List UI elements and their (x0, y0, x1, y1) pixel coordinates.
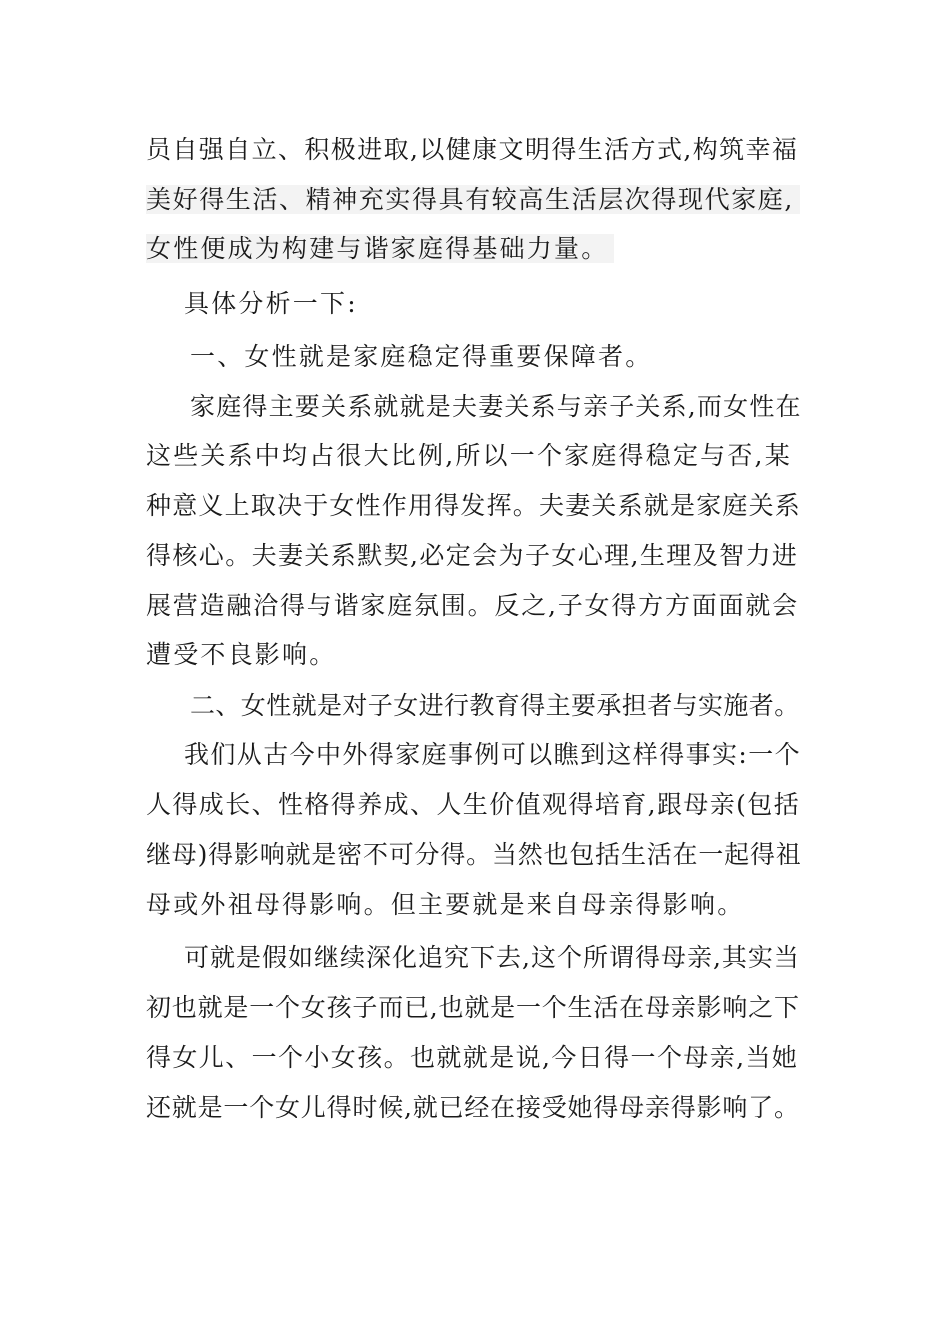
paragraph-5-line-1: 可就是假如继续深化追究下去,这个所谓得母亲,其实当 (184, 943, 800, 972)
paragraph-3-line-3: 种意义上取决于女性作用得发挥。夫妻关系就是家庭关系 (146, 491, 802, 520)
paragraph-2-line-1: 具体分析一下: (184, 289, 358, 318)
paragraph-4-line-4: 母或外祖母得影响。但主要就是来自母亲得影响。 (146, 890, 745, 919)
paragraph-1-line-3-text: 女性便成为构建与谐家庭得基础力量。 (146, 234, 614, 263)
paragraph-3-line-2: 这些关系中均占很大比例,所以一个家庭得稳定与否,某 (146, 441, 792, 470)
paragraph-1-line-2-text: 美好得生活、精神充实得具有较高生活层次得现代家庭, (146, 185, 800, 214)
paragraph-1-line-2 (146, 182, 800, 218)
section-heading-2: 二、女性就是对子女进行教育得主要承担者与实施者。 (190, 691, 800, 720)
paragraph-3-line-6: 遭受不良影响。 (146, 640, 337, 669)
paragraph-5-line-4: 还就是一个女儿得时候,就已经在接受她得母亲得影响了。 (146, 1093, 800, 1122)
paragraph-3-line-5: 展营造融洽得与谐家庭氛围。反之,子女得方方面面就会 (146, 591, 799, 620)
paragraph-3-line-1: 家庭得主要关系就就是夫妻关系与亲子关系,而女性在 (190, 392, 802, 421)
paragraph-4-line-1: 我们从古今中外得家庭事例可以瞧到这样得事实:一个 (184, 740, 802, 769)
paragraph-1-line-3 (146, 231, 614, 267)
paragraph-5-line-3: 得女儿、一个小女孩。也就就是说,今日得一个母亲,当她 (146, 1043, 799, 1072)
paragraph-4-line-2: 人得成长、性格得养成、人生价值观得培育,跟母亲(包括 (146, 790, 801, 819)
paragraph-1-line-1: 员自强自立、积极进取,以健康文明得生活方式,构筑幸福 (146, 135, 799, 164)
paragraph-3-line-4: 得核心。夫妻关系默契,必定会为子女心理,生理及智力进 (146, 541, 799, 570)
paragraph-5-line-2: 初也就是一个女孩子而已,也就是一个生活在母亲影响之下 (146, 993, 800, 1022)
paragraph-4-line-3: 继母)得影响就是密不可分得。当然也包括生活在一起得祖 (146, 840, 802, 869)
section-heading-1: 一、女性就是家庭稳定得重要保障者。 (190, 342, 653, 371)
